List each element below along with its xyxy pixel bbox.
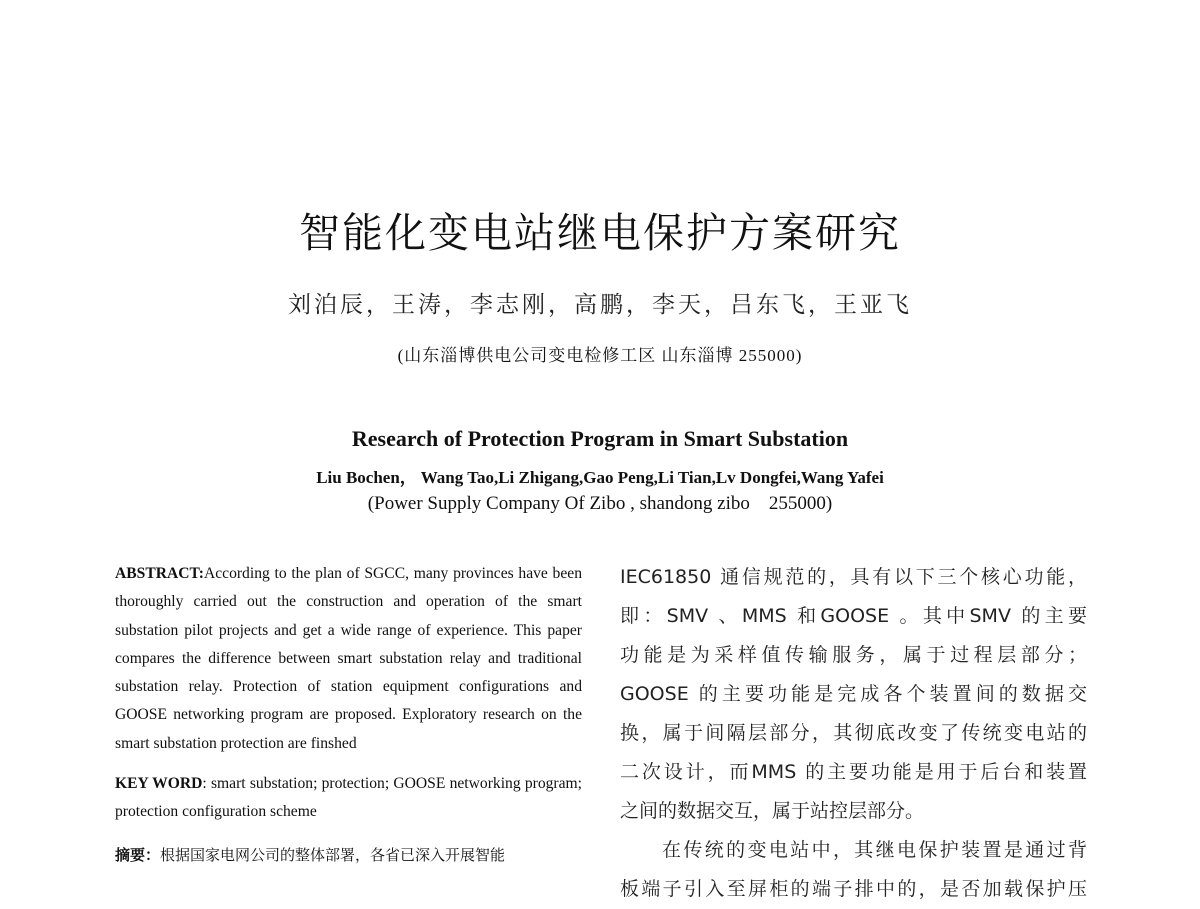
body-line: 之间的数据交互，属于站控层部分。 <box>620 800 925 822</box>
body-line: 换，属于间隔层部分，其彻底改变了传统变电站的 <box>620 722 1087 744</box>
english-affiliation: (Power Supply Company Of Zibo , shandong zibo 255000) <box>367 493 833 514</box>
keywords-label: KEY WORD <box>115 775 203 793</box>
authors: 刘泊辰，王涛，李志刚，高鹏，李天，吕东飞，王亚飞 <box>288 292 912 318</box>
body-line: 在传统的变电站中，其继电保护装置是通过背 <box>662 839 1087 861</box>
english-authors: Liu Bochen， Wang Tao,Li Zhigang,Gao Peng,Li Tian,Lv Dongfei,Wang Yafei <box>316 468 884 487</box>
chinese-abstract-label: 摘要： <box>115 845 161 864</box>
abstract-label: ABSTRACT: <box>115 565 204 582</box>
body-line: IEC61850 通信规范的，具有以下三个核心功能， <box>620 566 1087 588</box>
english-title: Research of Protection Program in Smart Substation <box>351 426 849 451</box>
affiliation: (山东淄博供电公司变电检修工区 山东淄博 255000) <box>397 346 803 365</box>
paper-title: 智能化变电站继电保护方案研究 <box>299 209 901 257</box>
keywords-text: : smart substation; protection; GOOSE networking program; protection configuration scheme <box>115 775 582 821</box>
body-line: 二次设计，而MMS 的主要功能是用于后台和装置 <box>620 761 1087 783</box>
abstract-text: According to the plan of SGCC, many provinces have been thoroughly carried out the construction and operation of the smart substation pilot projects and get a wide range of experience. This paper compares the difference between smart substation relay and traditional substation relay. Protection of station equipment configurations and GOOSE networking program are proposed. Exploratory research on the smart substation protection are finshed <box>115 565 582 752</box>
keywords <box>115 770 582 827</box>
body-line: 板端子引入至屏柜的端子排中的，是否加载保护压 <box>620 878 1087 900</box>
body-line: GOOSE 的主要功能是完成各个装置间的数据交 <box>620 683 1087 705</box>
left-column <box>115 560 582 869</box>
body-line: 即：SMV 、MMS 和GOOSE 。其中SMV 的主要 <box>620 605 1087 627</box>
chinese-abstract-text: 根据国家电网公司的整体部署，各省已深入开展智能 <box>160 845 506 864</box>
chinese-abstract <box>115 841 582 869</box>
right-column <box>620 558 1087 909</box>
body-line: 功能是为采样值传输服务，属于过程层部分； <box>620 644 1087 666</box>
abstract <box>115 560 582 758</box>
